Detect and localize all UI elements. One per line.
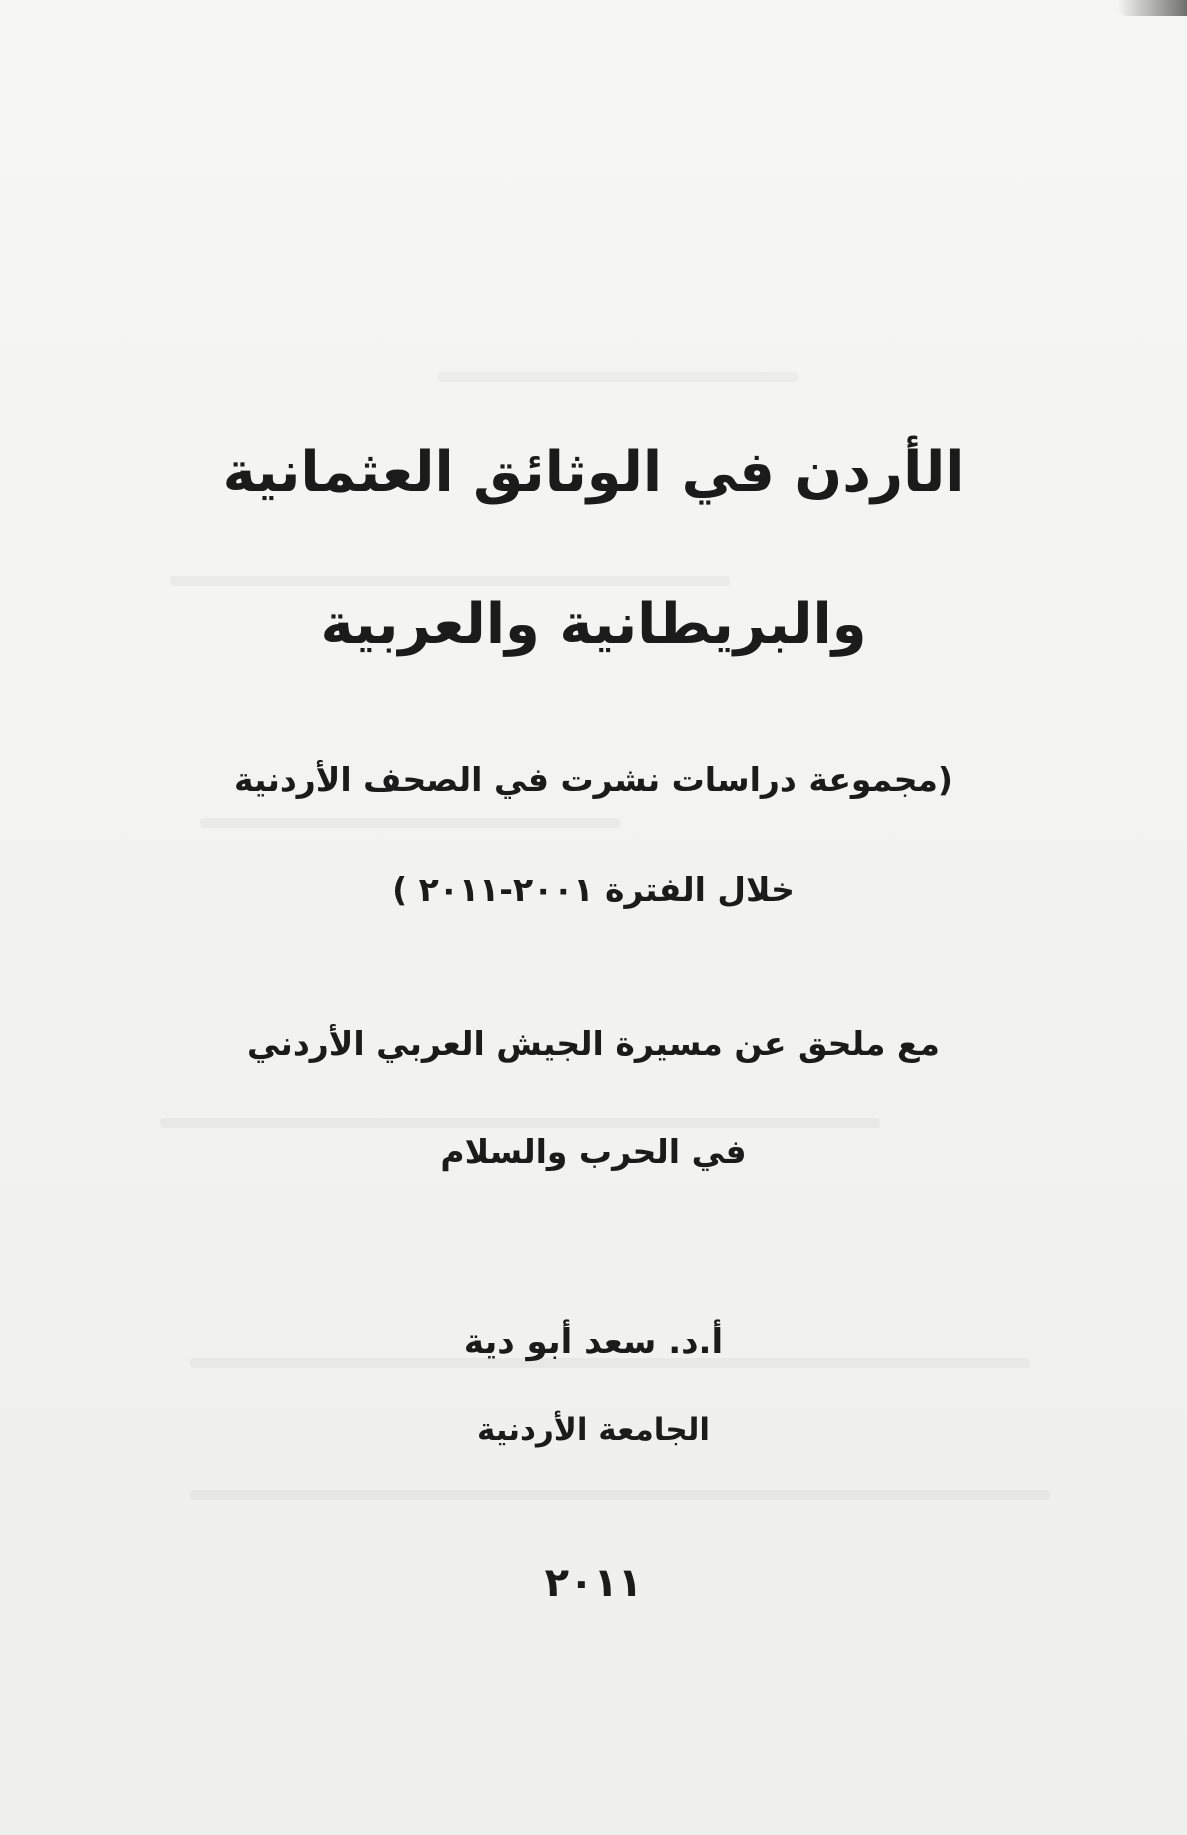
bleed-through-mark	[200, 818, 620, 828]
bleed-through-mark	[160, 1118, 880, 1128]
appendix-line-1: مع ملحق عن مسيرة الجيش العربي الأردني	[247, 1024, 940, 1063]
book-title-line-1: الأردن في الوثائق العثمانية	[222, 440, 965, 505]
subtitle-line-1: (مجموعة دراسات نشرت في الصحف الأردنية	[233, 760, 953, 799]
scan-corner-shadow	[1117, 0, 1187, 16]
bleed-through-mark	[170, 576, 730, 586]
bleed-through-mark	[438, 372, 798, 382]
bleed-through-mark	[190, 1490, 1050, 1500]
publication-year: ٢٠١١	[544, 1560, 643, 1606]
subtitle-line-2: خلال الفترة ٢٠٠١-٢٠١١ )	[392, 870, 795, 909]
appendix-line-2: في الحرب والسلام	[440, 1132, 747, 1171]
book-title-line-2: والبريطانية والعربية	[320, 592, 867, 657]
author-name: أ.د. سعد أبو دية	[463, 1322, 724, 1362]
author-affiliation: الجامعة الأردنية	[476, 1412, 711, 1448]
